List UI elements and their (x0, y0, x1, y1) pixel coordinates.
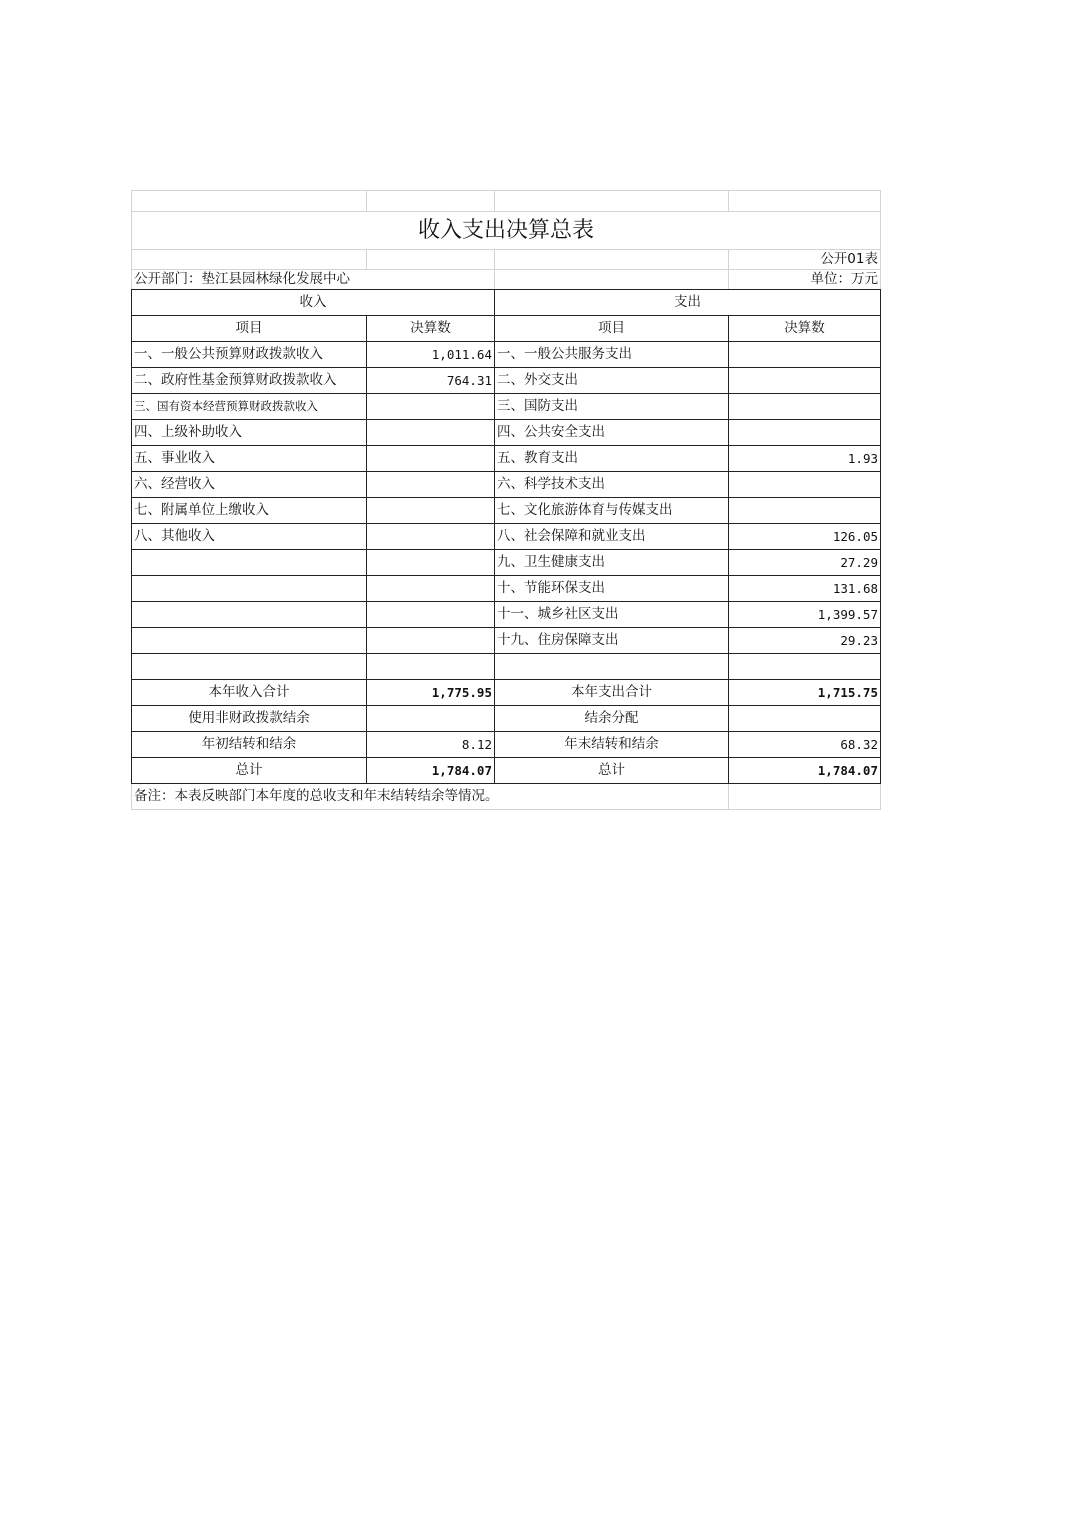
summary-expense-amount: 68.32 (729, 732, 881, 758)
summary-income-label: 使用非财政拨款结余 (132, 706, 367, 732)
table-row (132, 524, 881, 550)
summary-row (132, 680, 881, 706)
table-row (132, 342, 881, 368)
table-row (132, 654, 881, 680)
income-amount-cell (367, 550, 495, 576)
summary-income-amount: 8.12 (367, 732, 495, 758)
expense-item-cell: 二、外交支出 (495, 368, 729, 394)
income-amount-cell (367, 472, 495, 498)
income-item-header: 项目 (132, 316, 367, 342)
expense-item-cell: 一、一般公共服务支出 (495, 342, 729, 368)
department-row (132, 270, 881, 290)
income-expense-table (131, 190, 881, 810)
income-item-cell (132, 550, 367, 576)
expense-amount-cell (729, 654, 881, 680)
income-item-cell: 一、一般公共预算财政拨款收入 (132, 342, 367, 368)
expense-amount-cell: 1.93 (729, 446, 881, 472)
expense-amount-header: 决算数 (729, 316, 881, 342)
income-amount-cell (367, 576, 495, 602)
income-amount-cell (367, 420, 495, 446)
expense-item-cell: 五、教育支出 (495, 446, 729, 472)
summary-row (132, 706, 881, 732)
table-row (132, 446, 881, 472)
summary-income-amount: 1,775.95 (367, 680, 495, 706)
income-item-cell (132, 628, 367, 654)
title-row (132, 212, 881, 250)
expense-amount-cell: 131.68 (729, 576, 881, 602)
summary-income-label: 本年收入合计 (132, 680, 367, 706)
table-row (132, 602, 881, 628)
summary-expense-amount: 1,784.07 (729, 758, 881, 784)
expense-amount-cell: 1,399.57 (729, 602, 881, 628)
table-row (132, 420, 881, 446)
summary-income-amount: 1,784.07 (367, 758, 495, 784)
expense-amount-cell: 29.23 (729, 628, 881, 654)
blank-top-row (132, 191, 881, 212)
income-item-cell: 八、其他收入 (132, 524, 367, 550)
table-row (132, 368, 881, 394)
column-header-row (132, 316, 881, 342)
table-row (132, 576, 881, 602)
income-amount-header: 决算数 (367, 316, 495, 342)
income-amount-cell: 1,011.64 (367, 342, 495, 368)
income-item-cell: 六、经营收入 (132, 472, 367, 498)
expense-amount-cell (729, 498, 881, 524)
income-item-cell (132, 576, 367, 602)
income-amount-cell (367, 394, 495, 420)
table-row (132, 628, 881, 654)
table-row (132, 498, 881, 524)
expense-item-cell: 七、文化旅游体育与传媒支出 (495, 498, 729, 524)
summary-row (132, 732, 881, 758)
expense-item-cell (495, 654, 729, 680)
summary-income-amount (367, 706, 495, 732)
expense-amount-cell (729, 394, 881, 420)
expense-item-cell: 十九、住房保障支出 (495, 628, 729, 654)
income-amount-cell (367, 524, 495, 550)
summary-row (132, 758, 881, 784)
income-amount-cell (367, 446, 495, 472)
income-amount-cell (367, 498, 495, 524)
department-label: 公开部门：垫江县园林绿化发展中心 (132, 270, 495, 290)
income-item-cell: 七、附属单位上缴收入 (132, 498, 367, 524)
expense-item-cell: 六、科学技术支出 (495, 472, 729, 498)
expense-amount-cell (729, 368, 881, 394)
report-title: 收入支出决算总表 (132, 212, 881, 250)
expense-item-cell: 十一、城乡社区支出 (495, 602, 729, 628)
expense-amount-cell (729, 472, 881, 498)
summary-income-label: 年初结转和结余 (132, 732, 367, 758)
expense-amount-cell: 27.29 (729, 550, 881, 576)
expense-amount-cell: 126.05 (729, 524, 881, 550)
expense-header: 支出 (495, 290, 881, 316)
table-row (132, 472, 881, 498)
summary-expense-label: 结余分配 (495, 706, 729, 732)
unit-label: 单位：万元 (729, 270, 881, 290)
table-row (132, 550, 881, 576)
financial-report-sheet (131, 190, 880, 810)
summary-income-label: 总计 (132, 758, 367, 784)
income-item-cell: 四、上级补助收入 (132, 420, 367, 446)
income-item-cell (132, 654, 367, 680)
form-code-row (132, 250, 881, 270)
table-row (132, 394, 881, 420)
income-amount-cell: 764.31 (367, 368, 495, 394)
note-row (132, 784, 881, 810)
summary-expense-label: 本年支出合计 (495, 680, 729, 706)
income-item-cell: 二、政府性基金预算财政拨款收入 (132, 368, 367, 394)
expense-item-cell: 十、节能环保支出 (495, 576, 729, 602)
form-code: 公开01表 (729, 250, 881, 270)
summary-expense-label: 年末结转和结余 (495, 732, 729, 758)
expense-item-cell: 三、国防支出 (495, 394, 729, 420)
expense-item-header: 项目 (495, 316, 729, 342)
income-item-cell (132, 602, 367, 628)
expense-item-cell: 九、卫生健康支出 (495, 550, 729, 576)
expense-item-cell: 八、社会保障和就业支出 (495, 524, 729, 550)
income-amount-cell (367, 654, 495, 680)
expense-amount-cell (729, 420, 881, 446)
section-header-row (132, 290, 881, 316)
income-header: 收入 (132, 290, 495, 316)
expense-item-cell: 四、公共安全支出 (495, 420, 729, 446)
income-item-cell: 三、国有资本经营预算财政拨款收入 (132, 394, 367, 420)
expense-amount-cell (729, 342, 881, 368)
income-item-cell: 五、事业收入 (132, 446, 367, 472)
income-amount-cell (367, 602, 495, 628)
summary-expense-amount: 1,715.75 (729, 680, 881, 706)
note-text: 备注：本表反映部门本年度的总收支和年末结转结余等情况。 (132, 784, 729, 810)
summary-expense-amount (729, 706, 881, 732)
income-amount-cell (367, 628, 495, 654)
summary-expense-label: 总计 (495, 758, 729, 784)
